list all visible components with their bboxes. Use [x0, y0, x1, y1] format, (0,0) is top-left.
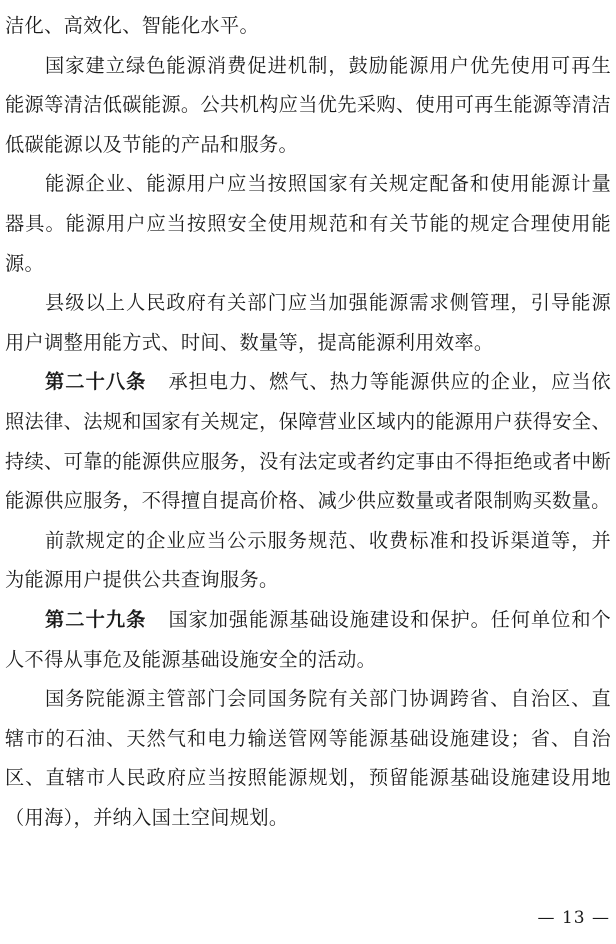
paragraph-text: 国家加强能源基础设施建设和保护。任何单位和个人不得从事危及能源基础设施安全的活动。 — [5, 607, 612, 671]
paragraph-text: 国家建立绿色能源消费促进机制，鼓励能源用户优先使用可再生能源等清洁低碳能源。公共机构应当优先采购、使用可再生能源等清洁低碳能源以及节能的产品和服务。 — [5, 53, 611, 156]
paragraph-2 — [5, 46, 611, 165]
paragraph-text: 能源企业、能源用户应当按照国家有关规定配备和使用能源计量器具。能源用户应当按照安全使用规范和有关节能的规定合理使用能源。 — [5, 172, 611, 275]
paragraph-text: 县级以上人民政府有关部门应当加强能源需求侧管理，引导能源用户调整用能方式、时间、数量等，提高能源利用效率。 — [5, 291, 611, 354]
paragraph-article-28 — [5, 362, 611, 520]
paragraph-article-29 — [5, 600, 611, 679]
paragraph-text: 洁化、高效化、智能化水平。 — [5, 14, 259, 37]
paragraph-3 — [5, 164, 611, 283]
article-heading: 第二十九条 — [45, 607, 147, 631]
paragraph-text: 前款规定的企业应当公示服务规范、收费标准和投诉渠道等，并为能源用户提供公共查询服务。 — [5, 528, 611, 592]
paragraph-6 — [5, 521, 611, 600]
document-body — [5, 6, 611, 837]
paragraph-8 — [5, 679, 611, 837]
paragraph-4 — [5, 283, 611, 362]
paragraph-1 — [5, 6, 611, 46]
paragraph-text: 承担电力、燃气、热力等能源供应的企业，应当依照法律、法规和国家有关规定，保障营业区域内的能源用户获得安全、持续、可靠的能源供应服务，没有法定或者约定事由不得拒绝或者中断能源供应服务，不得擅自提高价格、减少供应数量或者限制购买数量。 — [5, 370, 612, 513]
page-number: — 13 — — [537, 908, 610, 928]
article-heading: 第二十八条 — [45, 370, 147, 394]
paragraph-text: 国务院能源主管部门会同国务院有关部门协调跨省、自治区、直辖市的石油、天然气和电力输送管网等能源基础设施建设；省、自治区、直辖市人民政府应当按照能源规划，预留能源基础设施建设用地（用海），并纳入国土空间规划。 — [5, 687, 611, 829]
